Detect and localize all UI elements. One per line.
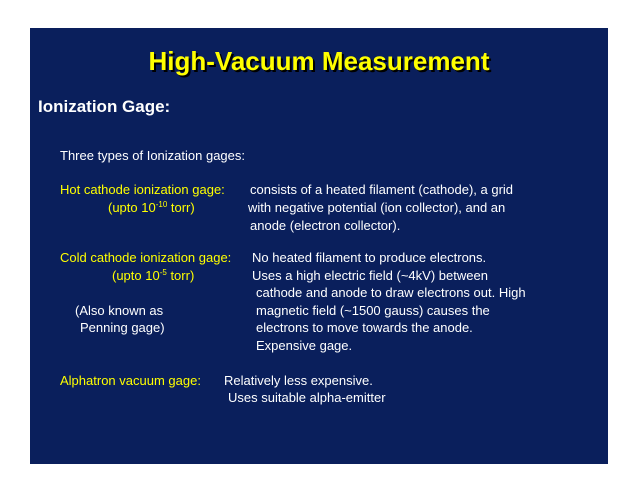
cold-cathode-line-1: No heated filament to produce electrons.	[252, 250, 487, 265]
slide	[30, 28, 608, 464]
hot-cathode-name: Hot cathode ionization gage:	[60, 182, 225, 197]
cold-cathode-aka-2: Penning gage)	[80, 320, 165, 335]
intro-text: Three types of Ionization gages:	[60, 148, 246, 163]
cold-cathode-aka-1: (Also known as	[75, 303, 164, 318]
section-heading: Ionization Gage:	[38, 97, 171, 116]
cold-cathode-range: (upto $10^{-5}$ torr)	[112, 268, 195, 283]
hot-cathode-range: (upto $10^{-10}$ torr)	[108, 200, 195, 215]
cold-cathode-line-5: electrons to move towards the anode.	[256, 320, 473, 335]
cold-cathode-line-3: cathode and anode to draw electrons out. High	[256, 285, 526, 300]
cold-cathode-line-6: Expensive gage.	[256, 338, 353, 353]
alphatron-name: Alphatron vacuum gage:	[60, 373, 201, 388]
hot-cathode-line-3: anode (electron collector).	[250, 218, 401, 233]
cold-cathode-line-2: Uses a high electric field (~4kV) between	[252, 268, 488, 283]
alphatron-line-2: Uses suitable alpha-emitter	[228, 390, 386, 405]
cold-cathode-line-4: magnetic field (~1500 gauss) causes the	[256, 303, 490, 318]
alphatron-line-1: Relatively less expensive.	[224, 373, 373, 388]
cold-cathode-name: Cold cathode ionization gage:	[60, 250, 232, 265]
hot-cathode-line-2: with negative potential (ion collector), and an	[248, 200, 506, 215]
slide-title: High-Vacuum Measurement	[148, 46, 490, 76]
hot-cathode-line-1: consists of a heated filament (cathode), a grid	[250, 182, 514, 197]
